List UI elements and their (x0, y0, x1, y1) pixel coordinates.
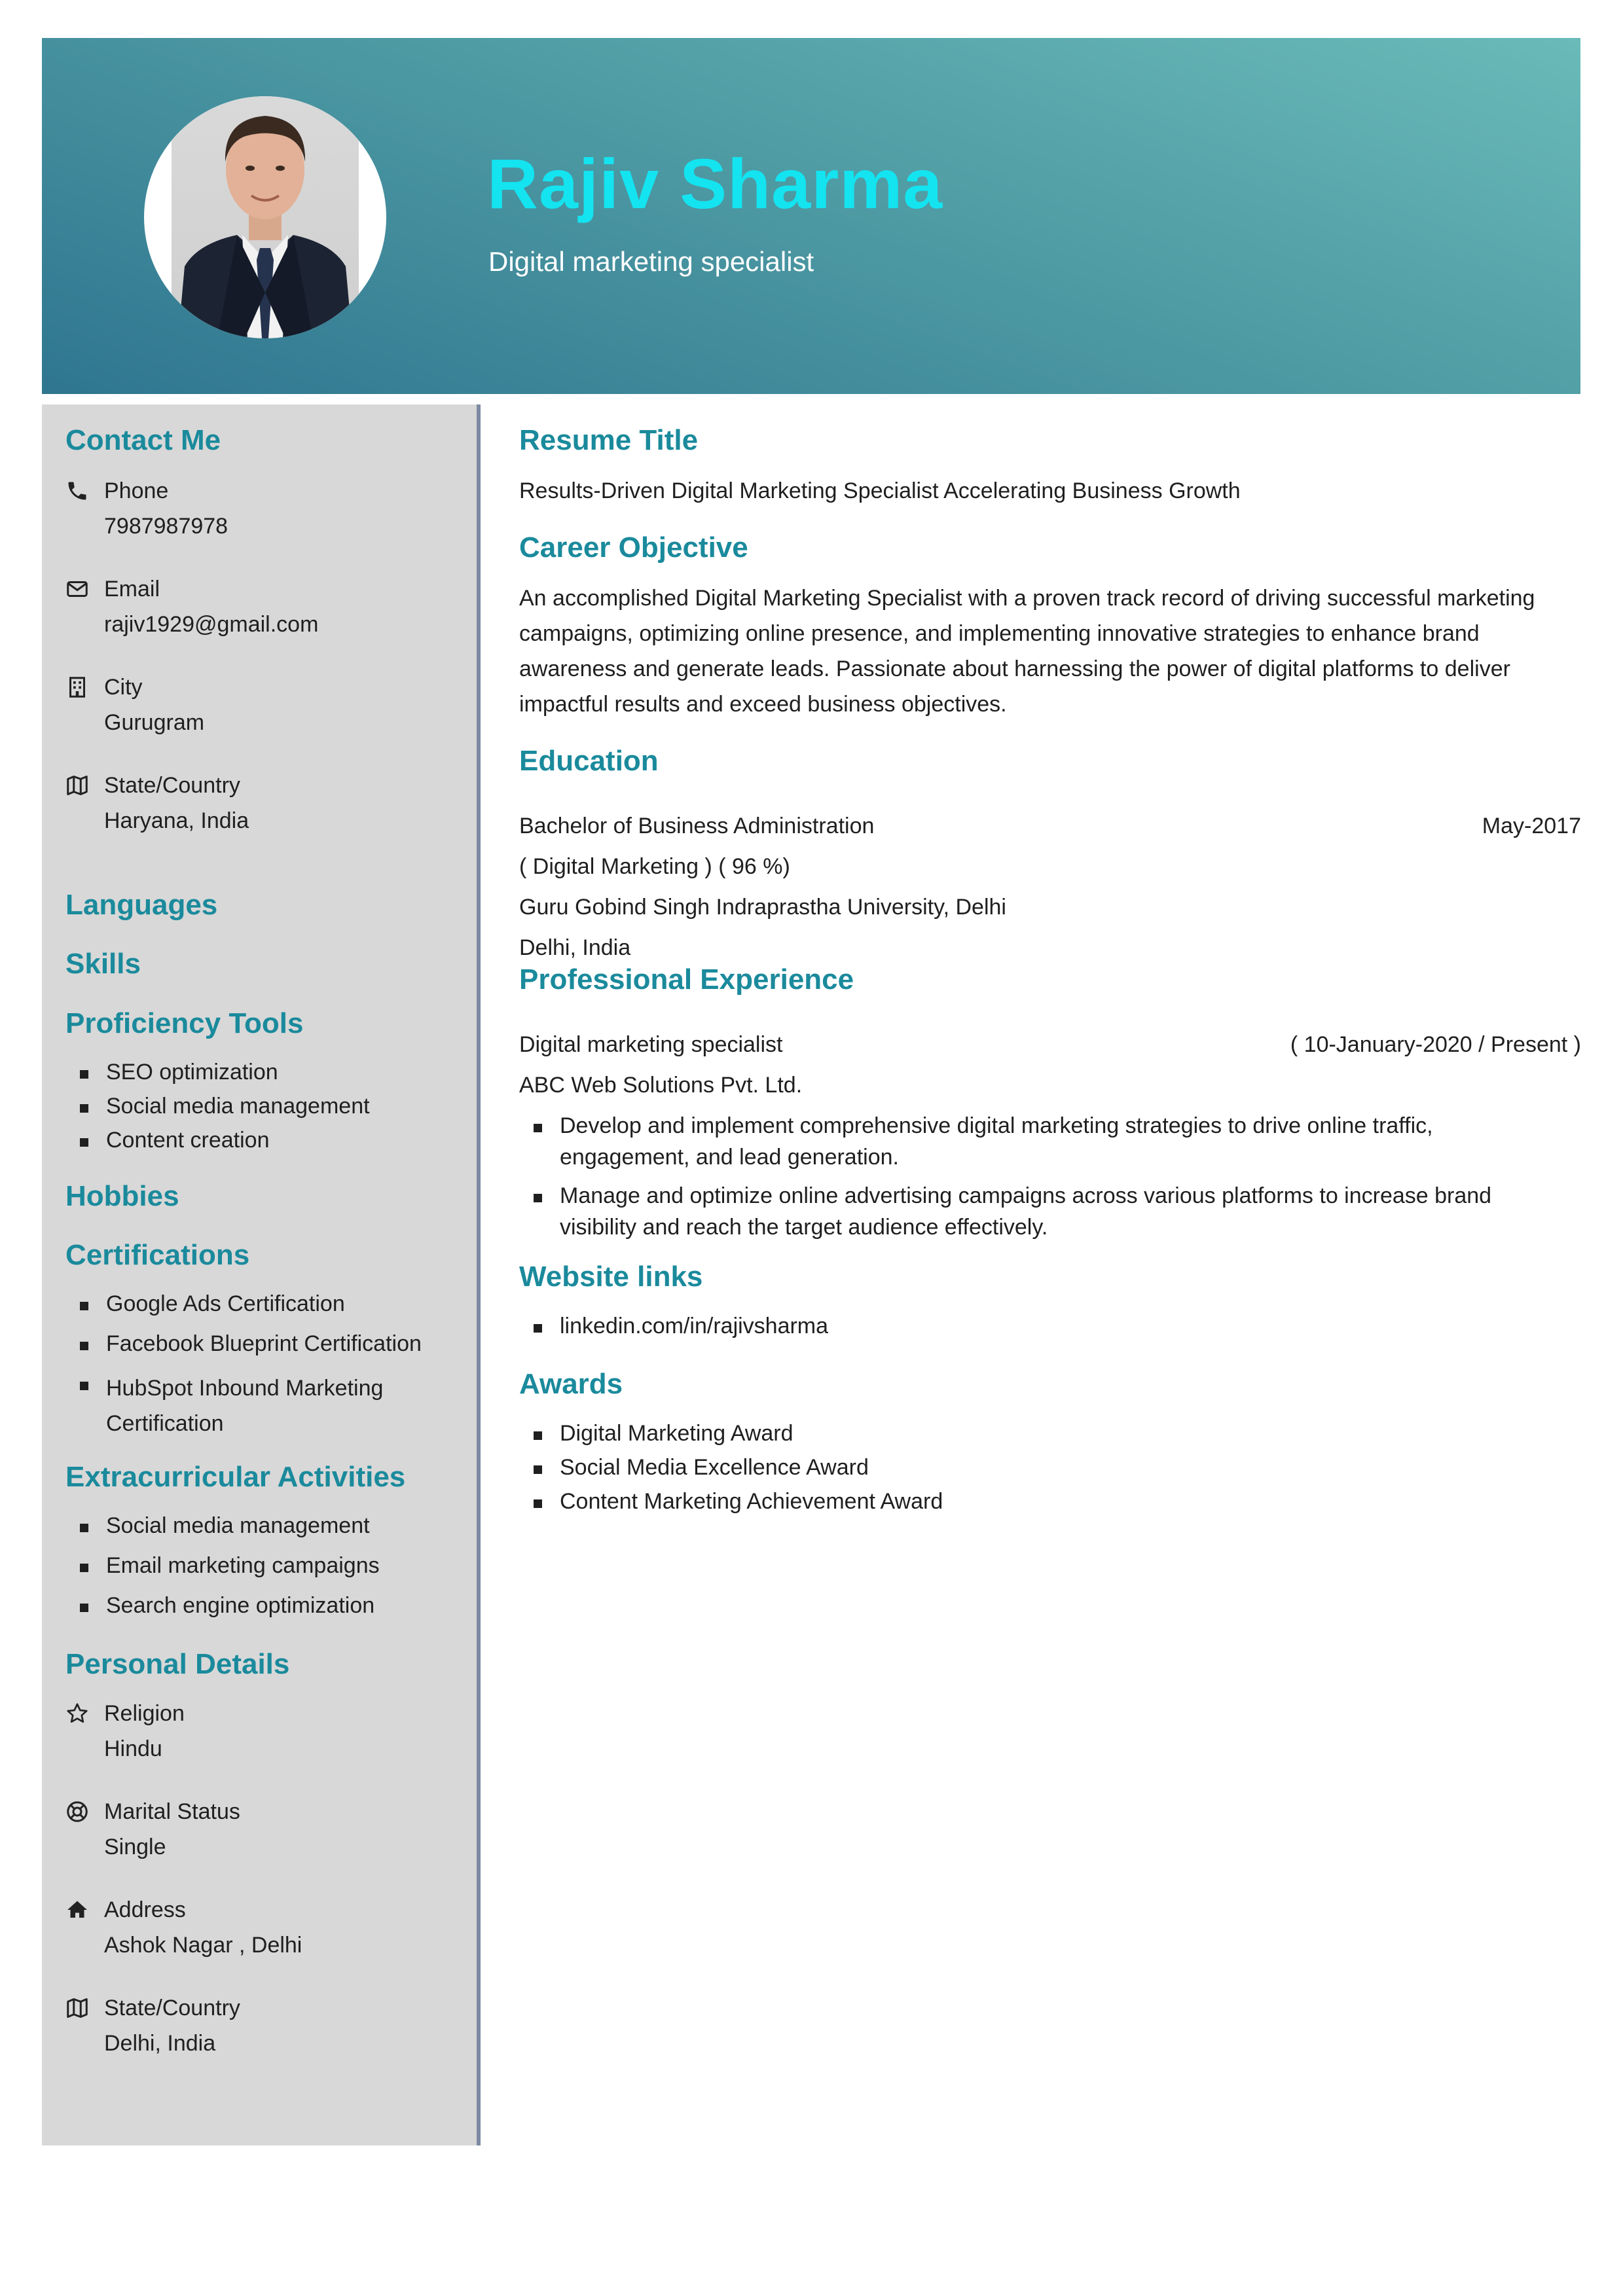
education-degree: Bachelor of Business Administration (519, 814, 875, 838)
list-item: Facebook Blueprint Certification (65, 1331, 471, 1357)
address-label: Address (104, 1897, 186, 1922)
certifications-list (65, 1291, 471, 1441)
resume-title-heading: Resume Title (519, 424, 699, 456)
map-icon (65, 774, 89, 797)
experience-company: ABC Web Solutions Pvt. Ltd. (519, 1073, 803, 1098)
list-item: SEO optimization (65, 1059, 370, 1086)
experience-bullets (519, 1113, 1581, 1245)
email-label: Email (104, 577, 160, 601)
candidate-name: Rajiv Sharma (487, 144, 943, 223)
bullet-line: Manage and optimize online advertising campaigns across various platforms to increase brand (560, 1183, 1492, 1208)
tools-list (65, 1059, 370, 1153)
hobbies-heading: Hobbies (65, 1180, 179, 1212)
map-icon (65, 1996, 89, 2020)
sidebar (42, 404, 481, 2145)
list-item: HubSpot Inbound Marketing Certification (65, 1371, 432, 1441)
list-item: Email marketing campaigns (65, 1552, 380, 1579)
website-links-heading: Website links (519, 1261, 703, 1293)
marital-label: Marital Status (104, 1799, 240, 1824)
objective-line: awareness and generate leads. Passionate about harnessing the power of digital platforms to deliver (519, 656, 1510, 681)
personal-state-label: State/Country (104, 1996, 240, 2020)
star-icon (65, 1702, 89, 1725)
experience-heading: Professional Experience (519, 963, 854, 996)
religion-label: Religion (104, 1701, 185, 1726)
building-icon (65, 675, 89, 699)
resume-header (42, 38, 1580, 394)
list-item: Content Marketing Achievement Award (519, 1488, 943, 1515)
phone-icon (65, 479, 89, 503)
email-value: rajiv1929@gmail.com (104, 612, 319, 637)
skills-heading: Skills (65, 948, 141, 980)
languages-heading: Languages (65, 889, 218, 921)
website-links-list (519, 1313, 828, 1340)
list-item: Social Media Excellence Award (519, 1454, 943, 1481)
list-item (519, 1183, 1581, 1245)
list-item: Social media management (65, 1513, 380, 1539)
awards-list (519, 1420, 943, 1515)
profile-photo (144, 96, 386, 338)
bullet-line: visibility and reach the target audience effectively. (560, 1214, 1048, 1240)
city-value: Gurugram (104, 710, 205, 735)
state-label: State/Country (104, 773, 240, 798)
extracurricular-heading: Extracurricular Activities (65, 1461, 406, 1493)
phone-label: Phone (104, 478, 169, 503)
person-portrait-icon (172, 96, 359, 338)
home-icon (65, 1898, 89, 1922)
education-university: Guru Gobind Singh Indraprastha University, Delhi (519, 895, 1006, 920)
personal-state-value: Delhi, India (104, 2031, 216, 2056)
tools-heading: Proficiency Tools (65, 1007, 304, 1039)
marital-value: Single (104, 1835, 166, 1859)
city-label: City (104, 675, 143, 700)
religion-value: Hindu (104, 1736, 162, 1761)
resume-title-text: Results-Driven Digital Marketing Specialist Accelerating Business Growth (519, 478, 1241, 503)
list-item (519, 1113, 1581, 1175)
email-icon (65, 577, 89, 601)
extracurricular-list (65, 1513, 380, 1619)
list-item: Search engine optimization (65, 1592, 380, 1619)
website-link[interactable]: linkedin.com/in/rajivsharma (519, 1313, 828, 1340)
bullet-line: engagement, and lead generation. (560, 1144, 899, 1170)
experience-role: Digital marketing specialist (519, 1032, 783, 1057)
lifebuoy-icon (65, 1800, 89, 1823)
phone-value: 7987987978 (104, 514, 228, 539)
personal-heading: Personal Details (65, 1648, 290, 1680)
bullet-line: Develop and implement comprehensive digital marketing strategies to drive online traffic, (560, 1113, 1433, 1138)
objective-line: campaigns, optimizing online presence, and implementing innovative strategies to enhance brand (519, 621, 1480, 646)
address-value: Ashok Nagar , Delhi (104, 1933, 302, 1958)
list-item: Digital Marketing Award (519, 1420, 943, 1447)
career-objective-heading: Career Objective (519, 531, 748, 564)
list-item: Google Ads Certification (65, 1291, 471, 1318)
candidate-title: Digital marketing specialist (488, 246, 814, 277)
certifications-heading: Certifications (65, 1239, 250, 1271)
education-heading: Education (519, 745, 659, 777)
contact-heading: Contact Me (65, 424, 221, 456)
list-item: Content creation (65, 1127, 370, 1154)
education-date: May-2017 (1482, 814, 1581, 838)
list-item: Social media management (65, 1093, 370, 1120)
objective-line: An accomplished Digital Marketing Specialist with a proven track record of driving successful marketing (519, 586, 1535, 611)
photo-background (172, 96, 359, 338)
awards-heading: Awards (519, 1368, 623, 1400)
experience-period: ( 10-January-2020 / Present ) (1290, 1032, 1581, 1057)
state-value: Haryana, India (104, 808, 249, 833)
education-location: Delhi, India (519, 935, 631, 960)
education-detail: ( Digital Marketing ) ( 96 %) (519, 854, 790, 879)
objective-line: impactful results and exceed business objectives. (519, 692, 1007, 717)
